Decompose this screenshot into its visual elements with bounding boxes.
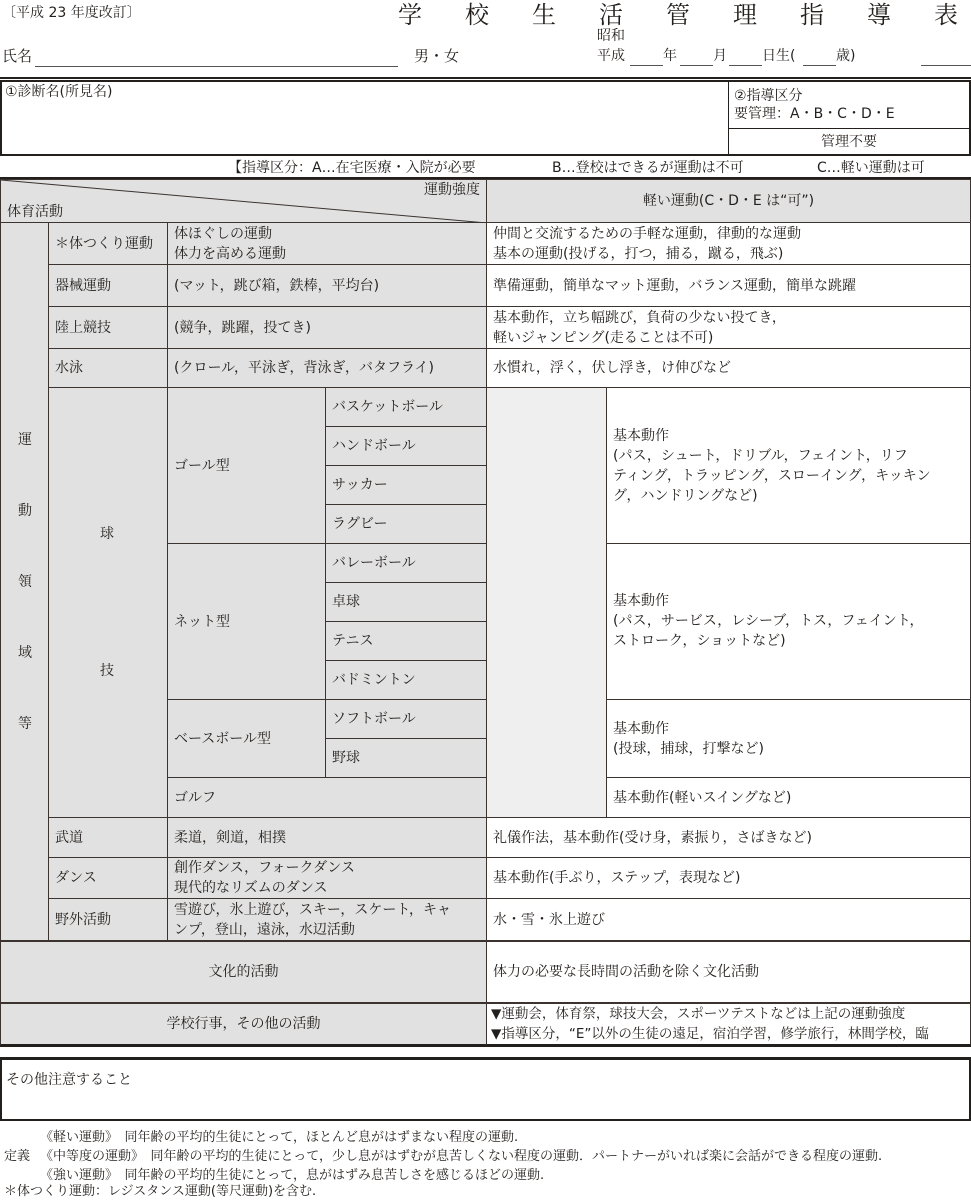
light-cell (606, 543, 971, 700)
light-line: 基本動作(手ぶり，ステップ，表現など) (493, 870, 741, 886)
age-field[interactable] (803, 48, 836, 66)
title-char: 導 (867, 1, 891, 29)
light-line: 水・雪・氷上遊び (493, 911, 605, 928)
row-name (48, 306, 168, 349)
title-char: 管 (666, 1, 690, 29)
ball-label: 球 (100, 526, 114, 542)
sport-item (325, 504, 487, 544)
definition-light: 《軽い運動》 同年齢の平均的生徒にとって，ほとんど息がはずまない程度の運動. (40, 1130, 519, 1145)
light-line: (パス，サービス，レシーブ，トス，フェイント， (613, 613, 924, 629)
culture-label-cell (0, 940, 487, 1003)
revision-note: 〔平成 23 年度改訂〕 (2, 5, 141, 21)
definition-label: 定義 (4, 1149, 31, 1164)
detail-line: ンプ，登山，遠泳，水辺活動 (174, 921, 355, 938)
detail-line: 現代的なリズムのダンス (174, 880, 328, 896)
sport-item (325, 426, 487, 466)
light-line: 準備運動，簡単なマット運動，バランス運動，簡単な跳躍 (493, 277, 857, 294)
detail-line: 雪遊び，氷上遊び，スキー，スケート，キャ (174, 901, 452, 918)
row-name-text: 武道 (55, 829, 83, 846)
light-line: 基本の運動(投げる，打つ，捕る，蹴る，飛ぶ) (493, 245, 784, 262)
row-name (48, 264, 168, 307)
light-cell (606, 387, 971, 544)
light-line: (パス，シュート，ドリブル，フェイント，リフ (613, 447, 908, 464)
row-name (48, 348, 168, 388)
birth-year-field[interactable] (630, 48, 663, 66)
birth-day-field[interactable] (729, 48, 762, 66)
title-char: 学 (398, 1, 422, 29)
sport-item (325, 738, 487, 778)
ball-type (167, 387, 326, 544)
title-char: 校 (465, 1, 489, 29)
light-line: グ，ハンドリングなど) (613, 487, 758, 504)
sport-name: テニス (332, 633, 374, 649)
ball-type (167, 543, 326, 700)
row-name (48, 898, 168, 941)
guidance-title: ②指導区分 (734, 88, 803, 104)
row-name (48, 817, 168, 858)
diagnosis-input[interactable] (6, 104, 721, 152)
row-detail (167, 898, 487, 941)
ball-type (167, 699, 326, 778)
birth-month-field[interactable] (680, 48, 713, 66)
light-exercise-header-text: 軽い運動(C・D・E は“可”) (642, 193, 815, 209)
notes-box[interactable] (0, 1057, 971, 1121)
title-char: 表 (934, 1, 958, 29)
sport-name: ソフトボール (332, 711, 416, 727)
row-name (48, 857, 168, 899)
light-line: 基本動作 (613, 593, 669, 609)
row-name-text: 水泳 (55, 360, 83, 376)
detail-line: (競争，跳躍，投てき) (174, 319, 311, 336)
row-name-text: ダンス (55, 870, 97, 886)
row-detail (167, 264, 487, 307)
notes-label: その他注意すること (6, 1072, 132, 1088)
light-line: 仲間と交流するための手軽な運動，律動的な運動 (493, 225, 801, 242)
light-line: 軽いジャンピング(走ることは不可) (493, 329, 714, 346)
footnote: ＊体つくり運動：レジスタンス運動(等尺運動)を含む. (4, 1184, 317, 1199)
sport-name: ラグビー (332, 516, 388, 532)
light-cell (486, 817, 971, 858)
row-name-text: ＊体つくり運動 (55, 235, 153, 252)
guidance-divider (729, 128, 969, 129)
row-name (48, 222, 168, 265)
light-cell (486, 348, 971, 388)
header-divider (0, 77, 971, 79)
side-char: 域 (18, 645, 32, 661)
ball-type (167, 777, 487, 818)
row-name-text: 器械運動 (55, 277, 111, 294)
name-label: 氏名 (2, 47, 33, 65)
row-detail (167, 857, 487, 899)
light-line: 礼儀作法，基本動作(受け身，素振り，さばきなど) (493, 829, 812, 846)
sport-name: 卓球 (332, 594, 360, 610)
light-line: 基本動作 (613, 720, 669, 737)
sport-name: ハンドボール (332, 438, 416, 454)
sport-name: バスケットボール (332, 399, 444, 415)
sport-name: バドミントン (332, 672, 416, 688)
light-cell (606, 777, 971, 818)
light-line: ▼運動会，体育祭，球技大会，スポーツテストなどは上記の運動強度 (491, 1006, 906, 1022)
light-cell (486, 940, 971, 1003)
title-char: 活 (599, 1, 623, 29)
row-name-text: 陸上競技 (55, 319, 111, 336)
light-line: 基本動作 (613, 427, 669, 444)
legend-a: 【指導区分：A…在宅医療・入院が必要 (228, 160, 476, 176)
side-label-cell (0, 222, 49, 941)
row-detail (167, 306, 487, 349)
title-char: 生 (532, 1, 556, 29)
vertical-note-cell (486, 387, 607, 818)
ball-type-text: ベースボール型 (174, 730, 272, 747)
gender-select[interactable]: 男・女 (414, 47, 460, 65)
page-title (398, 0, 958, 32)
era-showa[interactable]: 昭和 (597, 28, 625, 44)
ball-type-text: ゴルフ (174, 789, 216, 806)
light-cell (486, 222, 971, 265)
corner-header (0, 179, 487, 223)
light-line: 体力の必要な長時間の活動を除く文化活動 (493, 964, 759, 980)
definition-strong: 《強い運動》 同年齢の平均的生徒にとって，息がはずみ息苦しさを感じるほどの運動. (40, 1168, 545, 1183)
culture-label: 文化的活動 (208, 964, 279, 980)
sport-name: バレーボール (332, 555, 416, 571)
guidance-values[interactable]: 要管理：A・B・C・D・E (734, 106, 895, 122)
row-detail (167, 817, 487, 858)
no-management-option[interactable]: 管理不要 (821, 134, 877, 150)
light-line: 水慣れ，浮く，伏し浮き，け伸びなど (493, 360, 731, 376)
ball-type-text: ゴール型 (174, 457, 230, 474)
birth-label: 日生( (762, 48, 796, 64)
sport-item (325, 465, 487, 505)
side-char: 等 (18, 716, 32, 732)
row-name-text: 野外活動 (55, 911, 111, 928)
sport-name: サッカー (332, 477, 388, 493)
detail-line: 体力を高める運動 (174, 245, 286, 262)
light-line: ティング，トラッピング，スローイング，キッキン (613, 467, 931, 484)
light-line: 基本動作(軽いスイングなど) (613, 789, 792, 806)
sport-item (325, 699, 487, 739)
title-char: 指 (800, 1, 824, 29)
detail-line: 柔道，剣道，相撲 (174, 829, 286, 846)
ball-games-cell (48, 387, 168, 818)
detail-line: (マット，跳び箱，鉄棒，平均台) (174, 277, 380, 294)
light-exercise-header (486, 179, 971, 223)
intensity-label: 運動強度 (424, 182, 480, 198)
row-detail (167, 348, 487, 388)
light-line: 基本動作，立ち幅跳び，負荷の少ない投てき， (493, 309, 786, 326)
name-field[interactable] (35, 48, 398, 67)
title-char: 理 (733, 1, 757, 29)
definition-moderate: 《中等度の運動》 同年齢の平均的生徒にとって，少し息がはずむが息苦しくない程度の運動．パートナーがいれば楽に会話ができる程度の運動. (40, 1149, 883, 1164)
age-label: 歳) (836, 48, 856, 64)
light-line: ストローク，ショットなど) (613, 633, 786, 649)
light-cell (486, 306, 971, 349)
year-label: 年 (663, 48, 677, 64)
detail-line: 体ほぐしの運動 (174, 225, 272, 242)
light-cell (486, 1002, 971, 1046)
side-char: 領 (18, 574, 32, 590)
legend-b: B…登校はできるが運動は不可 (552, 160, 744, 176)
light-cell (606, 699, 971, 778)
light-cell (486, 898, 971, 941)
events-label-cell (0, 1002, 487, 1046)
detail-line: 創作ダンス，フォークダンス (174, 860, 355, 876)
diagnosis-label: ①診断名(所見名) (5, 84, 113, 100)
legend-c: C…軽い運動は可 (817, 160, 925, 176)
month-label: 月 (713, 48, 727, 64)
extra-field[interactable] (921, 48, 971, 66)
events-label: 学校行事，その他の活動 (166, 1016, 321, 1032)
ball-type-text: ネット型 (174, 613, 230, 630)
sport-item (325, 387, 487, 427)
light-cell (486, 857, 971, 899)
side-char: 運 (18, 432, 32, 448)
diagonal-line (1, 180, 487, 223)
light-line: (投球，捕球，打撃など) (613, 740, 764, 757)
activity-label: 体育活動 (7, 204, 63, 220)
sport-name: 野球 (332, 750, 360, 766)
era-heisei[interactable]: 平成 (597, 48, 625, 64)
row-detail (167, 222, 487, 265)
ball-label: 技 (100, 663, 114, 679)
side-char: 動 (18, 503, 32, 519)
light-cell (486, 264, 971, 307)
detail-line: (クロール，平泳ぎ，背泳ぎ，バタフライ) (174, 360, 434, 376)
light-line: ▼指導区分，“E”以外の生徒の遠足，宿泊学習，修学旅行，林間学校，臨 (491, 1026, 929, 1042)
